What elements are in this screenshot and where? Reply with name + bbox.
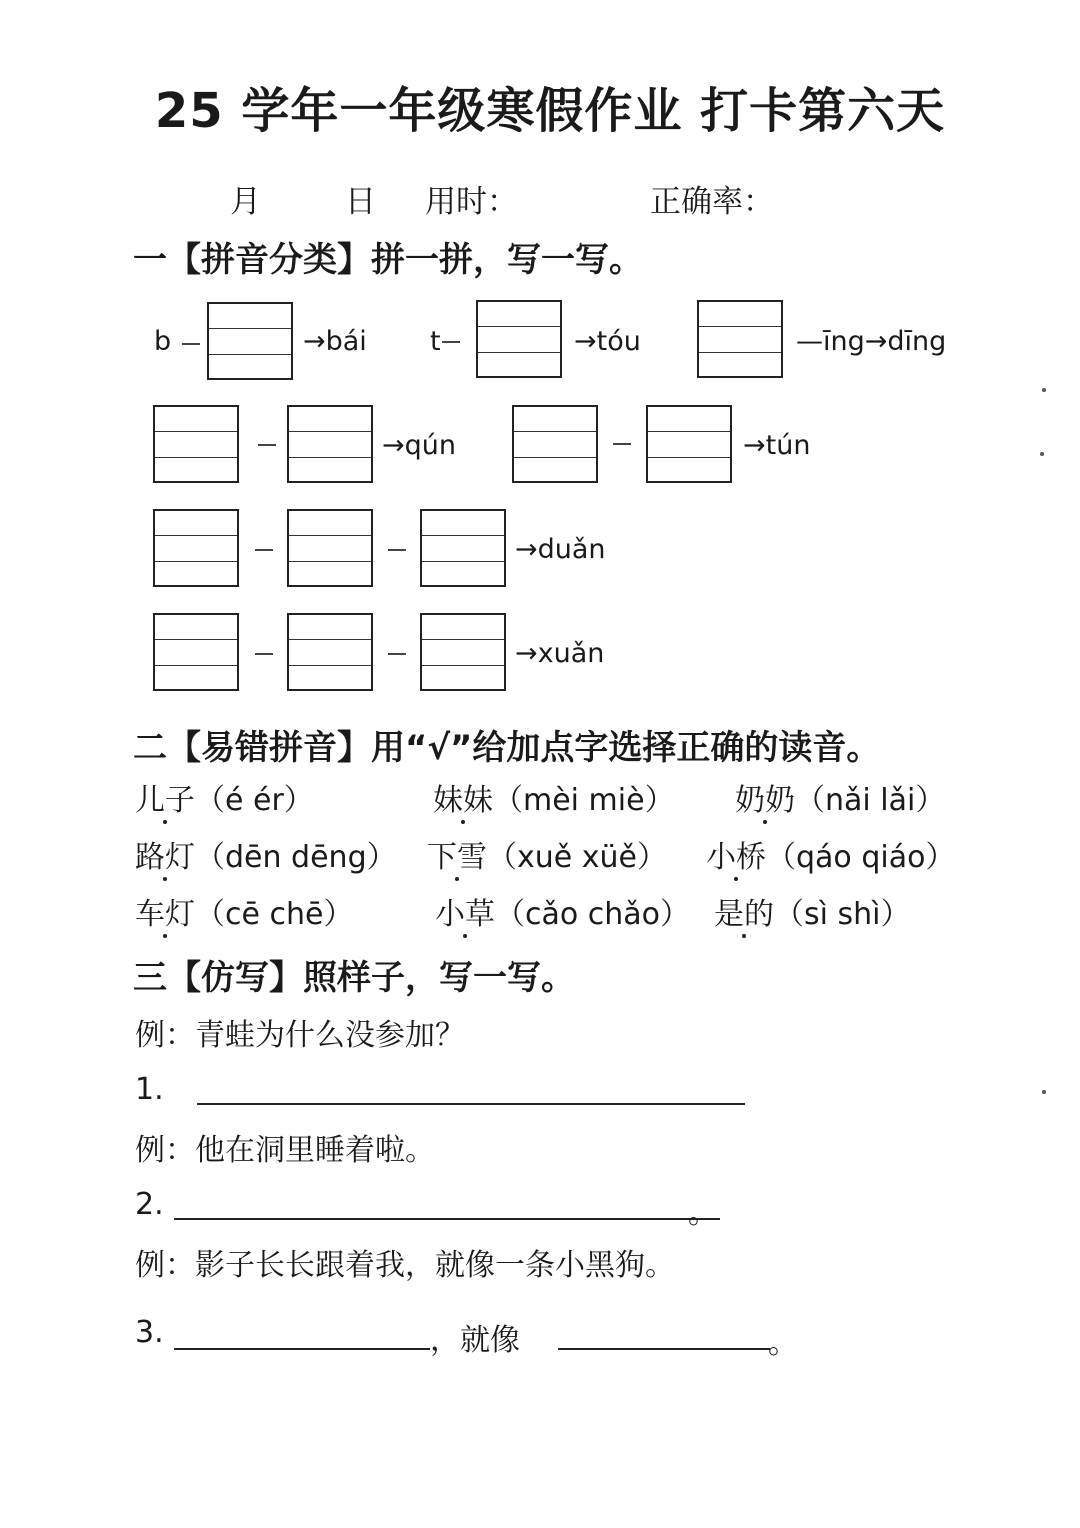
pinyin-box[interactable] <box>512 405 598 483</box>
pinyin-box[interactable] <box>287 405 373 483</box>
answer-line-1[interactable] <box>197 1103 745 1105</box>
day-label: 日 <box>345 184 376 220</box>
pinyin-choice-item[interactable]: 妹妹（mèi miè） <box>433 783 675 818</box>
pinyin-box[interactable] <box>420 509 506 587</box>
pinyin-box[interactable] <box>420 613 506 691</box>
pinyin-box[interactable] <box>153 509 239 587</box>
section1-heading: 一【拼音分类】拼一拼，写一写。 <box>133 240 643 280</box>
page-title: 25 学年一年级寒假作业 打卡第六天 <box>154 83 946 139</box>
dash <box>442 341 460 343</box>
duan-result: →duǎn <box>515 534 606 565</box>
example-1: 例：青蛙为什么没参加？ <box>135 1018 465 1053</box>
answer-line-3a[interactable] <box>174 1348 430 1350</box>
item-number-1: 1. <box>135 1072 164 1107</box>
pinyin-box[interactable] <box>153 613 239 691</box>
example-3: 例：影子长长跟着我，就像一条小黑狗。 <box>135 1248 675 1283</box>
scan-speck <box>1040 452 1044 456</box>
pinyin-box[interactable] <box>646 405 732 483</box>
b-prefix: b <box>154 326 172 357</box>
t-prefix: t <box>430 326 441 357</box>
section2-heading: 二【易错拼音】用“√”给加点字选择正确的读音。 <box>133 728 881 768</box>
scan-speck <box>1042 1090 1046 1094</box>
answer-line-2[interactable] <box>174 1218 720 1220</box>
pinyin-box[interactable] <box>697 300 783 378</box>
tun-result: →tún <box>743 430 811 461</box>
pinyin-choice-item[interactable]: 下雪（xuě xüě） <box>427 840 667 875</box>
dash <box>388 653 406 655</box>
period-3: 。 <box>768 1326 798 1361</box>
answer-line-3b[interactable] <box>558 1348 770 1350</box>
pinyin-choice-item[interactable]: 小草（cǎo chǎo） <box>435 897 691 932</box>
scan-speck <box>1042 388 1046 392</box>
qun-result: →qún <box>382 430 456 461</box>
pinyin-choice-item[interactable]: 路灯（dēn dēng） <box>135 840 397 875</box>
pinyin-box[interactable] <box>476 300 562 378</box>
pinyin-choice-item[interactable]: 奶奶（nǎi lǎi） <box>735 783 946 818</box>
example-2: 例：他在洞里睡着啦。 <box>135 1133 435 1168</box>
jiuxiang-text: ，就像 <box>430 1323 520 1358</box>
tou-result: →tóu <box>574 326 641 357</box>
dash <box>258 444 276 446</box>
bai-result: →bái <box>303 326 367 357</box>
pinyin-choice-item[interactable]: 车灯（cē chē） <box>135 897 354 932</box>
time-label: 用时： <box>425 184 518 220</box>
dash <box>388 549 406 551</box>
item-number-2: 2. <box>135 1187 164 1222</box>
section3-heading: 三【仿写】照样子，写一写。 <box>133 958 575 998</box>
period-2: 。 <box>688 1196 718 1231</box>
accuracy-label: 正确率： <box>650 184 774 220</box>
xuan-result: →xuǎn <box>515 638 605 669</box>
pinyin-box[interactable] <box>153 405 239 483</box>
pinyin-box[interactable] <box>287 509 373 587</box>
dash <box>182 343 200 345</box>
dash <box>613 443 631 445</box>
dash <box>255 549 273 551</box>
pinyin-box[interactable] <box>207 302 293 380</box>
pinyin-choice-item[interactable]: 是的（sì shì） <box>714 897 911 932</box>
month-label: 月 <box>230 184 261 220</box>
pinyin-choice-item[interactable]: 儿子（é ér） <box>135 783 314 818</box>
ding-result: —īng→dīng <box>796 326 947 357</box>
dash <box>255 653 273 655</box>
pinyin-box[interactable] <box>287 613 373 691</box>
pinyin-choice-item[interactable]: 小桥（qáo qiáo） <box>706 840 956 875</box>
item-number-3: 3. <box>135 1315 164 1350</box>
